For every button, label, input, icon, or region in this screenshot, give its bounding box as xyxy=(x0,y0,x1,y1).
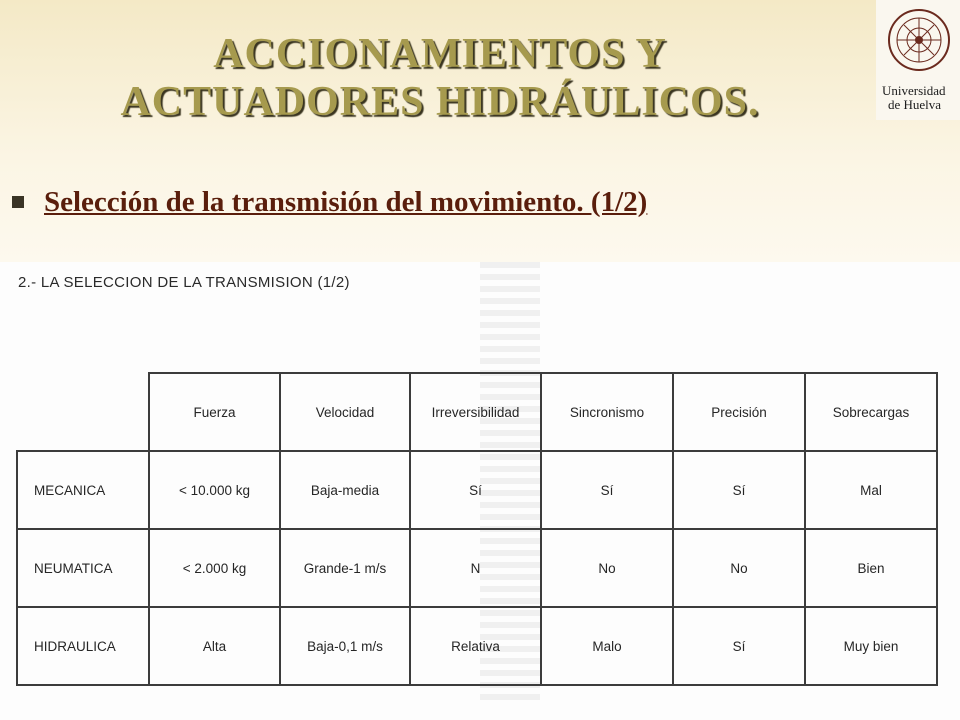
scan-heading: 2.- LA SELECCION DE LA TRANSMISION (1/2) xyxy=(18,274,350,291)
table-cell: Sí xyxy=(541,451,673,529)
column-header: Precisión xyxy=(673,373,805,451)
university-seal-icon xyxy=(884,0,954,80)
slide-header xyxy=(0,0,960,262)
table-cell: Sí xyxy=(673,607,805,685)
table-header-row xyxy=(17,373,937,451)
table-cell: Bien xyxy=(805,529,937,607)
table-cell: Baja-media xyxy=(280,451,410,529)
column-header: Irreversibilidad xyxy=(410,373,541,451)
table-cell: Relativa xyxy=(410,607,541,685)
logo-name-line-1: Universidad xyxy=(882,83,946,98)
slide-title xyxy=(60,30,820,126)
table-row xyxy=(17,451,937,529)
column-header: Fuerza xyxy=(149,373,280,451)
column-header: Velocidad xyxy=(280,373,410,451)
row-header: HIDRAULICA xyxy=(17,607,149,685)
table-cell: Baja-0,1 m/s xyxy=(280,607,410,685)
table-cell: < 10.000 kg xyxy=(149,451,280,529)
logo-wordmark xyxy=(882,84,960,112)
table-cell: Alta xyxy=(149,607,280,685)
table-row xyxy=(17,607,937,685)
table-cell: < 2.000 kg xyxy=(149,529,280,607)
column-header: Sobrecargas xyxy=(805,373,937,451)
logo-name-line-2: de Huelva xyxy=(888,97,942,112)
table-cell: No xyxy=(541,529,673,607)
slide-subtitle: Selección de la transmisión del movimiento. (1/2) xyxy=(44,185,648,218)
table-cell: Grande-1 m/s xyxy=(280,529,410,607)
bullet-square-icon xyxy=(12,196,24,208)
transmission-table xyxy=(16,372,938,686)
table-cell: Muy bien xyxy=(805,607,937,685)
title-line-2: ACTUADORES HIDRÁULICOS. xyxy=(120,79,760,125)
table-cell: Malo xyxy=(541,607,673,685)
table-cell: Sí xyxy=(410,451,541,529)
table-cell: N xyxy=(410,529,541,607)
table-corner xyxy=(17,373,149,451)
column-header: Sincronismo xyxy=(541,373,673,451)
table-cell: Mal xyxy=(805,451,937,529)
row-header: NEUMATICA xyxy=(17,529,149,607)
row-header: MECANICA xyxy=(17,451,149,529)
title-line-1: ACCIONAMIENTOS Y xyxy=(213,31,667,77)
table-cell: Sí xyxy=(673,451,805,529)
university-logo xyxy=(876,0,960,120)
table-cell: No xyxy=(673,529,805,607)
table-row xyxy=(17,529,937,607)
bullet-item xyxy=(12,182,647,222)
scanned-document xyxy=(0,262,960,720)
